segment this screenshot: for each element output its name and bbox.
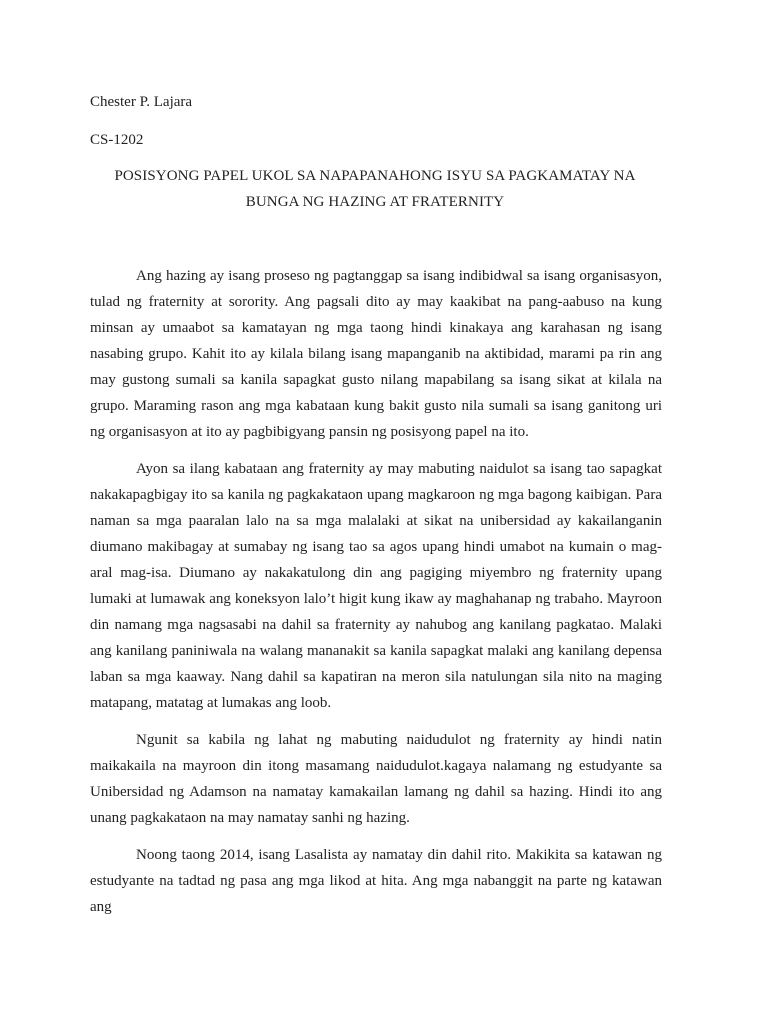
section-code: CS-1202 [90,132,144,148]
author-name: Chester P. Lajara [90,94,193,110]
document-body [90,263,662,931]
document-title [90,163,660,215]
title-line-1: POSISYONG PAPEL UKOL SA NAPAPANAHONG ISYU SA PAGKAMATAY NA [114,168,636,184]
paragraph-1: Ang hazing ay isang proseso ng pagtanggap sa isang indibidwal sa isang organisasyon, tulad ng fraternity at sorority. Ang pagsali dito ay may kaakibat na pang-aabuso na kung minsan ay umaabot sa kamatayan ng mga taong hindi kinakaya ang karahasan ng isang nasabing grupo. Kahit ito ay kilala bilang isang mapanganib na aktibidad, marami pa rin ang may gustong sumali sa kanila sapagkat gusto nilang mapabilang sa isang sikat at kilala na grupo. Maraming rason ang mga kabataan kung bakit gusto nila sumali sa isang ganitong uri ng organisasyon at ito ay pagbibigyang pansin ng posisyong papel na ito. [90,268,662,440]
paragraph-3: Ngunit sa kabila ng lahat ng mabuting naidudulot ng fraternity ay hindi natin maikakaila na mayroon din itong masamang naidudulot.kagaya nalamang ng estudyante sa Unibersidad ng Adamson na namatay kamakailan lamang ng dahil sa hazing. Hindi ito ang unang pagkakataon na may namatay sanhi ng hazing. [90,732,662,826]
paragraph-4: Noong taong 2014, isang Lasalista ay namatay din dahil rito. Makikita sa katawan ng estudyante na tadtad ng pasa ang mga likod at hita. Ang mga nabanggit na parte ng katawan ang [90,847,662,915]
title-line-2: BUNGA NG HAZING AT FRATERNITY [245,194,505,210]
paragraph-2: Ayon sa ilang kabataan ang fraternity ay may mabuting naidulot sa isang tao sapagkat nakakapagbigay ito sa kanila ng pagkakataon upang magkaroon ng mga bagong kaibigan. Para naman sa mga paaralan lalo na sa mga malalaki at sikat na unibersidad ay kakailanganin diumano makibagay at sumabay ng isang tao sa agos upang hindi umabot na kumain o mag-aral mag-isa. Diumano ay nakakatulong din ang pagiging miyembro ng fraternity upang lumaki at lumawak ang koneksyon lalo’t higit kung ikaw ay maghahanap ng trabaho. Mayroon din namang mga nagsasabi na dahil sa fraternity ay nahubog ang kanilang pagkatao. Malaki ang kanilang paniniwala na walang mananakit sa kanila sapagkat malaki ang kanilang depensa laban sa mga kaaway. Nang dahil sa kapatiran na meron sila natulungan sila nito na maging matapang, matatag at lumakas ang loob. [90,461,662,711]
